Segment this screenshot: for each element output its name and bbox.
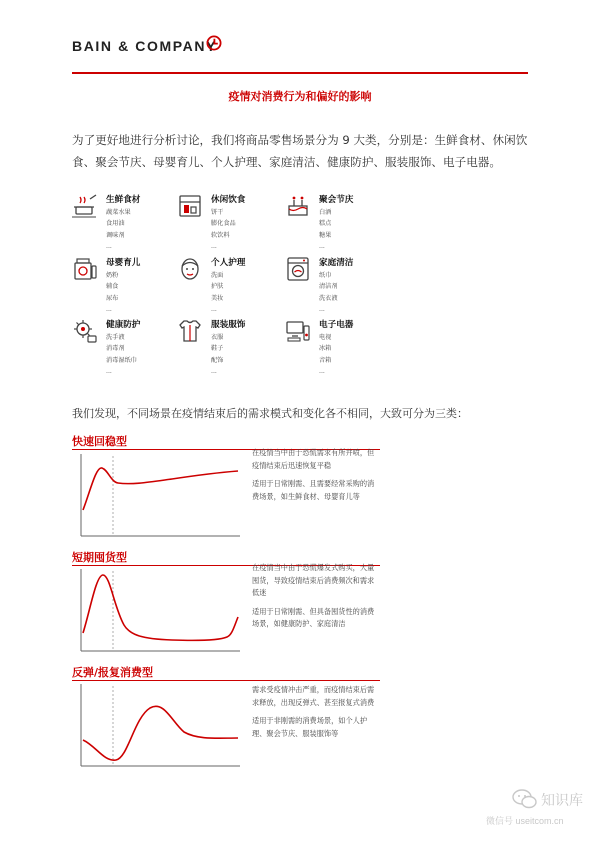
cooking-pot-icon [72,193,98,219]
category-item: ... [106,367,112,375]
category-item: 冰箱 [319,345,332,353]
category-item: 电视 [319,334,332,341]
category-title: 电子电器 [319,320,354,330]
category-item: 饼干 [211,209,224,216]
category-item: 清洁剂 [319,283,338,291]
category-item: 食用油 [106,220,125,228]
demand-type-description [252,562,376,637]
category-item: 音箱 [319,356,332,364]
demand-type-title: 快速回稳型 [72,435,127,448]
category-item: ... [319,242,325,250]
category-item: 美妆 [211,294,224,302]
category-item: 鞋子 [211,345,224,353]
demand-type-title: 短期囤货型 [72,551,127,564]
category-item: ... [106,242,112,250]
category-item: ... [319,367,325,375]
category-item: 洗手液 [106,334,125,341]
description-paragraph: 适用于日常刚需、且需要经常采购的消费场景，如生鲜食材、母婴育儿等 [252,479,375,501]
intro-paragraph: 为了更好地进行分析讨论，我们将商品零售场景分为 9 大类，分别是：生鲜食材、休闲饮食、聚会节庆、母婴育儿、个人护理、家庭清洁、健康防护、服装服饰、电子电器。 [72,133,528,169]
clothing-icon [177,318,203,344]
virus-icon [72,318,98,344]
description-paragraph: 适用于日常刚需、但具备囤货性的消费场景，如健康防护、家庭清洁 [252,606,375,628]
category-item: 消毒湿纸巾 [106,356,137,364]
spike-dip-recover-curve [72,567,244,659]
category-item: 糖果 [319,231,332,239]
category-item: 糕点 [319,220,332,228]
demand-type-description [252,447,376,509]
category-electronics [285,318,435,378]
category-party [285,193,435,253]
category-item: 护肤 [211,283,224,291]
category-item: ... [211,305,217,313]
description-paragraph: 在疫情当中由于恐慌需求有所井喷，但疫情结束后迅速恢复平稳 [252,448,375,470]
category-item: ... [211,367,217,375]
section-divider [72,680,380,681]
baby-formula-icon [72,256,98,282]
party-cake-icon [285,193,311,219]
category-item: 洗面 [211,272,224,279]
category-title: 母婴育儿 [106,258,141,268]
category-item: 软饮料 [211,231,230,239]
description-paragraph: 需求受疫情冲击严重，而疫情结束后需求释放，出现反弹式、甚至报复式消费 [252,685,375,707]
category-item: 配饰 [211,356,224,364]
category-title: 健康防护 [106,320,141,330]
snack-stand-icon [177,193,203,219]
category-home-cleaning [285,256,435,316]
category-item: ... [211,242,217,250]
category-title: 家庭清洁 [319,258,354,268]
finding-paragraph: 我们发现，不同场景在疫情结束后的需求模式和变化各不相同，大致可分为三类： [72,407,468,420]
category-item: 洗衣液 [319,294,338,302]
demand-type-title: 反弹/报复消费型 [72,666,154,679]
header-divider [72,72,528,74]
washing-machine-icon [285,256,311,282]
electronics-icon [285,318,311,344]
category-item: ... [106,305,112,313]
category-item: 消毒剂 [106,345,125,353]
category-title: 休闲饮食 [211,195,246,205]
category-title: 生鲜食材 [106,195,141,205]
brand-logo-text: BAIN & COMPANY [72,38,218,54]
category-item: 衣服 [211,334,224,341]
spike-then-stable-curve [72,452,244,544]
category-item: 蔬菜水果 [106,209,131,216]
category-item: 调味剂 [106,231,125,239]
category-item: ... [319,305,325,313]
category-title: 个人护理 [211,258,246,268]
demand-type-description [252,684,376,746]
dip-then-rebound-curve [72,682,244,774]
brand-logo-icon [206,35,222,51]
category-item: 膨化食品 [211,220,236,228]
category-title: 服装服饰 [211,320,246,330]
description-paragraph: 适用于非刚需的消费场景，如个人护理、聚会节庆、服装服饰等 [252,716,368,738]
watermark-name: 知识库 [541,792,583,808]
category-item: 纸巾 [319,272,332,279]
page-title: 疫情对消费行为和偏好的影响 [228,90,372,103]
description-paragraph: 在疫情当中由于恐慌爆发式购买，大量囤货，导致疫情结束后消费频次和需求低迷 [252,563,375,597]
category-item: 奶粉 [106,272,119,279]
category-item: 辅食 [106,283,119,291]
wechat-icon [512,788,538,810]
category-item: 尿布 [106,294,119,302]
category-title: 聚会节庆 [319,195,354,205]
watermark-account: 微信号 useitcom.cn [486,816,564,826]
face-care-icon [177,256,203,282]
category-item: 白酒 [319,209,332,216]
